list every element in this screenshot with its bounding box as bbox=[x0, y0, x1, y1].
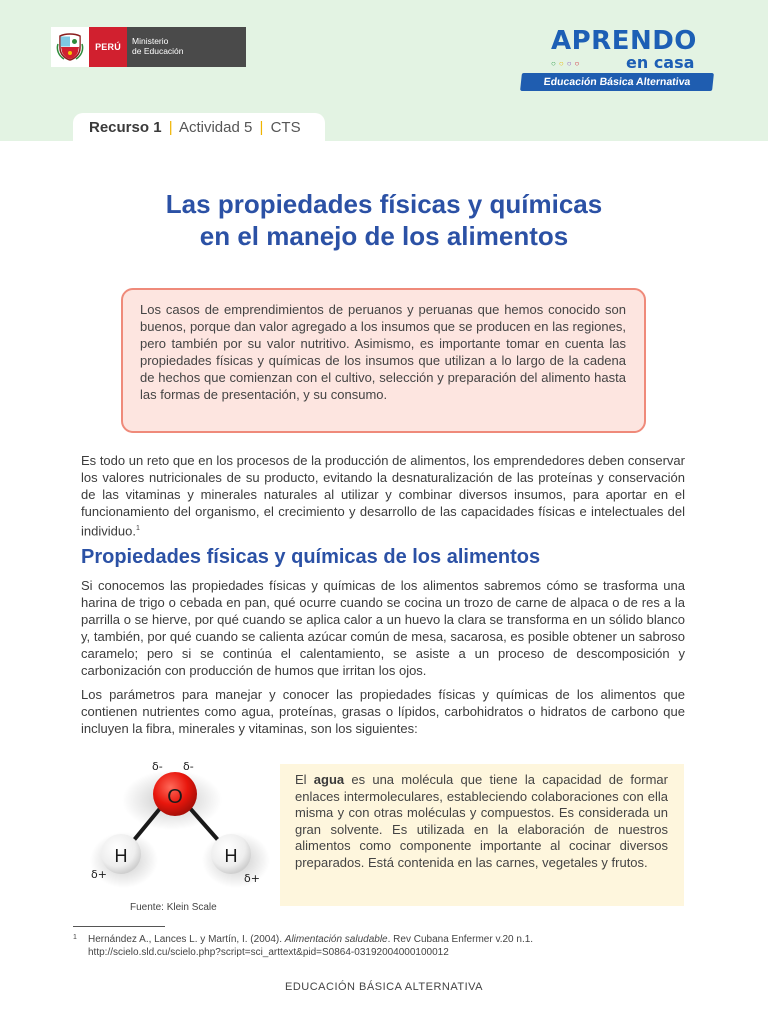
resource-tab bbox=[73, 113, 325, 142]
paragraph-3: Los parámetros para manejar y conocer las propiedades físicas y químicas de los alimentos que contienen nutrientes como agua, proteínas, grasas o lípidos, carbohidratos o hidratos de carbono que incluyen la fibra, minerales y vitaminas, son los siguientes: bbox=[81, 687, 685, 736]
aprendo-en-casa-logo bbox=[521, 26, 716, 94]
aprendo-wordmark: APRENDO bbox=[551, 26, 697, 56]
water-molecule-diagram bbox=[84, 754, 274, 894]
recurso-label: Recurso 1 bbox=[89, 119, 162, 136]
footnote-number: 1 bbox=[73, 934, 77, 941]
colored-dots-icon: ○○○○ bbox=[551, 59, 583, 68]
footnote-citation bbox=[88, 934, 633, 947]
agua-text: es una molécula que tiene la capacidad de formar enlaces intermoleculares, estableciendo colaboraciones con ella misma y con otras moléculas y compuestos. Es considerada un gran solvente. Es utilizada en la elaboración de nuestros alimentos como componente importante al cocinar diversos preparados. Está contenida en las carnes, vegetales y frutos. bbox=[295, 772, 668, 870]
document-title bbox=[84, 188, 684, 252]
agua-keyword: agua bbox=[313, 772, 345, 787]
delta-minus-label: δ- bbox=[152, 760, 163, 773]
intro-box: Los casos de emprendimientos de peruanos y peruanas que hemos conocido son buenos, porque dan valor agregado a los insumos que se producen en las regiones, pero también por su valor nutritivo. Asimismo, es importante tomar en cuenta las propiedades físicas y químicas de los insumos que utilizan a lo largo de la cadena de hechos que comienzan con el cultivo, selección y preparación del alimento hasta las formas de presentación, y su consumo. bbox=[121, 288, 646, 433]
eba-banner: Educación Básica Alternativa bbox=[520, 73, 714, 91]
minedu-logo bbox=[51, 27, 246, 67]
water-molecule-figure bbox=[84, 754, 274, 894]
footnote-ref[interactable]: 1 bbox=[135, 525, 140, 532]
separator: | bbox=[259, 119, 264, 136]
paragraph-1-text: Es todo un reto que en los procesos de la producción de alimentos, los emprendedores deben conservar los valores nutricionales de su producto, evitando la desnaturalización de las proteínas y conservación de las vitaminas y minerales naturales al utilizar y combinar diversos insumos, para aportar en el funcionamiento del organismo, el crecimiento y desarrollo de las capacidades físicas e intelectuales del individuo. bbox=[81, 453, 685, 539]
agua-prefix: El bbox=[295, 772, 314, 787]
actividad-label: Actividad 5 bbox=[178, 119, 253, 136]
area-label: CTS bbox=[270, 119, 301, 136]
title-line2: en el manejo de los alimentos bbox=[199, 221, 569, 251]
footnote bbox=[73, 934, 633, 959]
header-band bbox=[0, 0, 768, 141]
figure-caption: Fuente: Klein Scale bbox=[130, 902, 217, 913]
page-footer: EDUCACIÓN BÁSICA ALTERNATIVA bbox=[285, 981, 483, 993]
delta-minus-label: δ- bbox=[183, 760, 194, 773]
peru-shield-icon bbox=[51, 27, 89, 67]
section-title: Propiedades físicas y químicas de los alimentos bbox=[81, 546, 541, 568]
separator: | bbox=[168, 119, 173, 136]
oxygen-label: O bbox=[167, 786, 183, 808]
footnote-url[interactable]: http://scielo.sld.cu/scielo.php?script=sci_arttext&pid=S0864-03192004000100012 bbox=[88, 946, 449, 958]
ministerio-line2: de Educación bbox=[132, 46, 184, 56]
delta-plus-label: δ+ bbox=[91, 868, 107, 881]
footnote-text bbox=[73, 934, 633, 959]
paragraph-2: Si conocemos las propiedades físicas y químicas de los alimentos sabremos cómo se trasforma una harina de trigo o cebada en pan, qué ocurre cuando se cocina un trozo de carne de alpaca o de res a la parrilla o se hierve, por qué cuando se aplica calor a un huevo la clara se transforma en un sólido blanco y, también, por qué cuando se calienta azúcar común de mesa, sacarosa, es posible obtener un sabroso caramelo; pero si se continúa el calentamiento, se asiste a un proceso de descomposición y carbonización con producción de humos que irritan los ojos. bbox=[81, 578, 685, 678]
agua-info-box bbox=[280, 764, 684, 906]
peru-label: PERÚ bbox=[89, 27, 127, 67]
delta-plus-label: δ+ bbox=[244, 872, 260, 885]
title-line1: Las propiedades físicas y químicas bbox=[165, 189, 603, 219]
footnote-divider bbox=[73, 926, 165, 927]
paragraph-1 bbox=[81, 452, 685, 539]
hydrogen-left-label: H bbox=[114, 846, 128, 866]
footnote-journal: . Rev Cubana Enfermer v.20 n.1. bbox=[387, 934, 534, 945]
hydrogen-right-label: H bbox=[224, 846, 238, 866]
footnote-authors: Hernández A., Lances L. y Martín, I. (2004). bbox=[88, 934, 285, 945]
ministerio-line1: Ministerio bbox=[132, 36, 169, 46]
ministerio-label bbox=[127, 27, 246, 67]
en-casa-wordmark: en casa bbox=[626, 53, 695, 72]
footnote-work: Alimentación saludable bbox=[284, 934, 388, 945]
